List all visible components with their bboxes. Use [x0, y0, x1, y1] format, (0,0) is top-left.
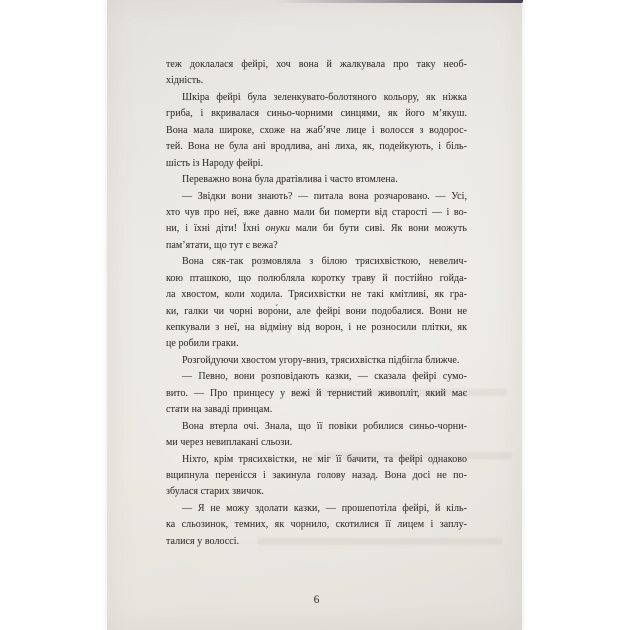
text-line: талися у волоссі.: [166, 535, 240, 547]
paragraph: [166, 90, 467, 172]
text-line: пам’ятати, що тут є вежа?: [166, 239, 278, 251]
text-line: кою пташкою, що полюбляла коротку траву й постійно гойда-: [166, 272, 467, 284]
text-line: ла хвостом, коли ходила. Трясихвістки не такі кмітливі, як гра-: [166, 289, 467, 301]
paragraph: [166, 189, 467, 255]
text-line: це робили граки.: [166, 338, 239, 350]
text-line: — Звідки вони знають? — питала вона розчаровано. — Усі,: [182, 190, 467, 202]
text-line: ка сльозинок, темних, як чорнило, скотилися її лицем і заплу-: [166, 519, 467, 531]
text-line: гриба, і вкривалася синьо-чорними синцями, як його м’якуш.: [166, 108, 467, 120]
text-line: теж доклалася фейрі, хоч вона й жалкувала про таку необ-: [166, 59, 467, 70]
text-line: Розгойдуючи хвостом угору-вниз, трясихвістка підбігла ближче.: [182, 354, 460, 366]
paragraph: [166, 501, 467, 550]
text-line: — Я не можу здолати казки, — прошепотіла фейрі, й кіль-: [182, 502, 467, 514]
book-page-photo: [107, 0, 522, 630]
text-line: ми через невиплакані сльози.: [166, 437, 293, 449]
page-text-block: [107, 0, 522, 550]
paragraph: [166, 452, 467, 501]
text-line: ни, і їхні діти! Їхні онуки мали би бути сиві. Як вони можуть: [166, 223, 467, 235]
text-line: вщипнула перенісся і закинула голову назад. Вона досі не по-: [166, 469, 467, 481]
paragraph: [166, 172, 467, 188]
text-line: тей. Вона не була ані вродлива, ані лиха, як, подейкують, і біль-: [166, 141, 467, 153]
paragraph: [166, 353, 467, 369]
text-line: Вона мала широке, схоже на жаб’яче лице і волосся з водорос-: [166, 124, 467, 136]
text-line: вито. — Про принцесу у вежі й тернистий живопліт, який має: [166, 387, 467, 399]
text-line: хідність.: [166, 75, 204, 87]
text-line: ки, галки чи чорні воро́ни, але фейрі вони подобалися. Вони не: [166, 305, 467, 317]
text-line: хто чув про неї, вже давно мали би померти від старості — і во-: [166, 206, 467, 218]
text-line: Вона сяк-так розмовляла з білою трясихвісткою, невелич-: [182, 256, 467, 268]
text-line: — Певно, вони розповідають казки, — сказала фейрі сумо-: [182, 371, 467, 383]
text-line: кепкували з неї, на відміну від ворон, і не розносили плітки, як: [166, 322, 467, 333]
text-line: Шкіра фейрі була зеленкувато-болотяного кольору, як ніжка: [182, 91, 467, 103]
text-line: збулася старих звичок.: [166, 486, 264, 498]
paragraph: [166, 57, 467, 90]
text-line: Вона втерла очі. Знала, що її повіки робилися синьо-чорни-: [182, 420, 467, 432]
paragraph: [166, 419, 467, 452]
paragraph: [166, 369, 467, 418]
text-line: стати на заваді принцам.: [166, 404, 273, 416]
text-line: Ніхто, крім трясихвістки, не міг її бачити, та фейрі однаково: [182, 453, 467, 465]
paragraph: [166, 254, 467, 353]
page-number: 6: [313, 594, 320, 606]
text-line: Переважно вона була дратівлива і часто втомлена.: [182, 174, 398, 186]
text-line: шість із Народу фейрі.: [166, 157, 264, 169]
